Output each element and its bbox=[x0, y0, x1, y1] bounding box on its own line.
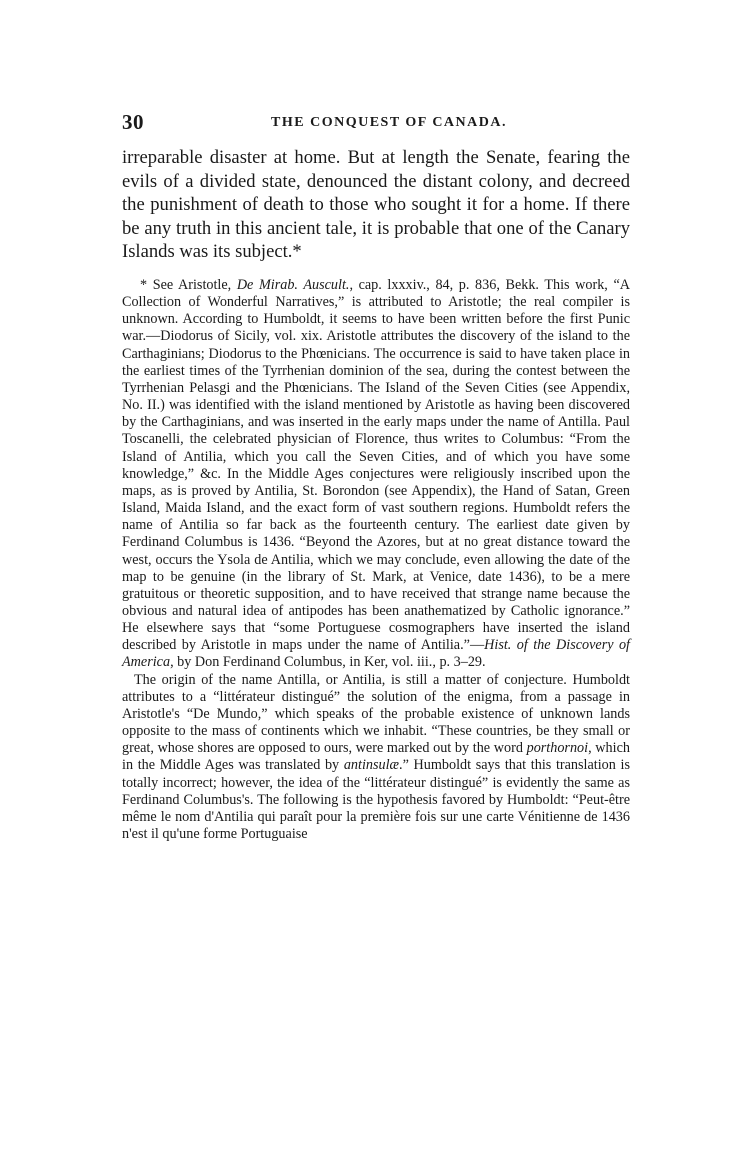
footnote-2-body-2: , which in the Middle Ages was translated by bbox=[122, 740, 630, 774]
footnote-1-title-1: De Mirab. Auscult. bbox=[236, 277, 350, 293]
footnote-1-end: , by Don Ferdinand Columbus, in Ker, vol. iii., p. 3–29. bbox=[170, 654, 486, 671]
footnote-1-body: , cap. lxxxiv., 84, p. 836, Bekk. This work, “A Collection of Wonderful Narratives,” is attributed to Aristotle; the real compiler is unknown. According to Humboldt, it seems to have been written before the first Punic war.—Diodorus of Sicily, vol. xix. Aristotle attributes the discovery of the island to the Carthaginians; Diodorus to the Phœnicians. The occurrence is said to have taken place in the earliest times of the Tyrrhenian dominion of the sea, during the contest between the Tyrrhenian Pelasgi and the Phœnicians. The Island of the Seven Cities (see Appendix, No. II.) was identified with the island mentioned by Aristotle as having been discovered by the Carthaginians, and was inserted in the early maps under the name of Antilla. Paul Toscanelli, the celebrated physician of Florence, thus writes to Columbus: “From the Island of Antilia, which you call the Seven Cities, and of which you have some knowledge,” &c. In the Middle Ages conjectures were religiously inscribed upon the maps, as is proved by Antilia, St. Borondon (see Appendix), the Hand of Satan, Green Island, Maida Island, and the exact form of vast southern regions. Humboldt refers the name of Antilia so far back as the fourteenth century. The earliest date given by Ferdinand Columbus is 1436. “Beyond the Azores, but at no great distance toward the west, occurs the Ysola de Antilia, which we may conclude, even allowing the date of the map to be genuine (in the library of St. Mark, at Venice, date 1436), to be a mere gratuitous or theoretic supposition, and to have received that strange name because the obvious and natural idea of antipodes has been anathematized by Catholic ignorance.” He elsewhere says that “some Portuguese cosmographers have inserted the island described by Aristotle in maps under the name of Antilia.”— bbox=[122, 277, 631, 654]
footnote-1 bbox=[122, 277, 630, 672]
main-text: irreparable disaster at home. But at length the Senate, fearing the evils of a divided state, denounced the distant colony, and decreed the punishment of death to those who sought it for a home. If there be any truth in this ancient tale, it is probable that one of the Canary Islands was its subject.* bbox=[122, 147, 630, 262]
footnote-2-term-1: porthornoi bbox=[526, 740, 589, 757]
footnote-2-term-2: antinsulæ bbox=[343, 757, 400, 774]
footnote-2-body-1: The origin of the name Antilla, or Antilia, is still a matter of conjecture. Humboldt attributes to a “littérateur distingué” the solution of the enigma, from a passage in Aristotle's “De Mundo,” which speaks of the probable existence of unknown lands opposite to the mass of continents which we inhabit. “These countries, be they small or great, whose shores are opposed to ours, were marked out by the word bbox=[122, 671, 630, 757]
footnote-2-body-3: .” Humboldt says that this translation is totally incorrect; however, the idea of the “littérateur distingué” is evidently the same as Ferdinand Columbus's. The following is the hypothesis favored by Humboldt: “Peut-être même le nom d'Antilia qui paraît pour la première fois sur une carte Vénitienne de 1436 n'est il qu'une forme Portuguaise bbox=[122, 757, 630, 842]
page-header bbox=[122, 110, 630, 138]
footnote-1-intro: * See Aristotle, bbox=[140, 277, 237, 293]
running-head: THE CONQUEST OF CANADA. bbox=[271, 115, 507, 130]
page-number: 30 bbox=[122, 110, 144, 134]
footnote-2 bbox=[122, 672, 630, 844]
footnotes bbox=[122, 277, 630, 843]
footnote-1-title-2: Hist. of the Discovery of America bbox=[122, 637, 630, 671]
